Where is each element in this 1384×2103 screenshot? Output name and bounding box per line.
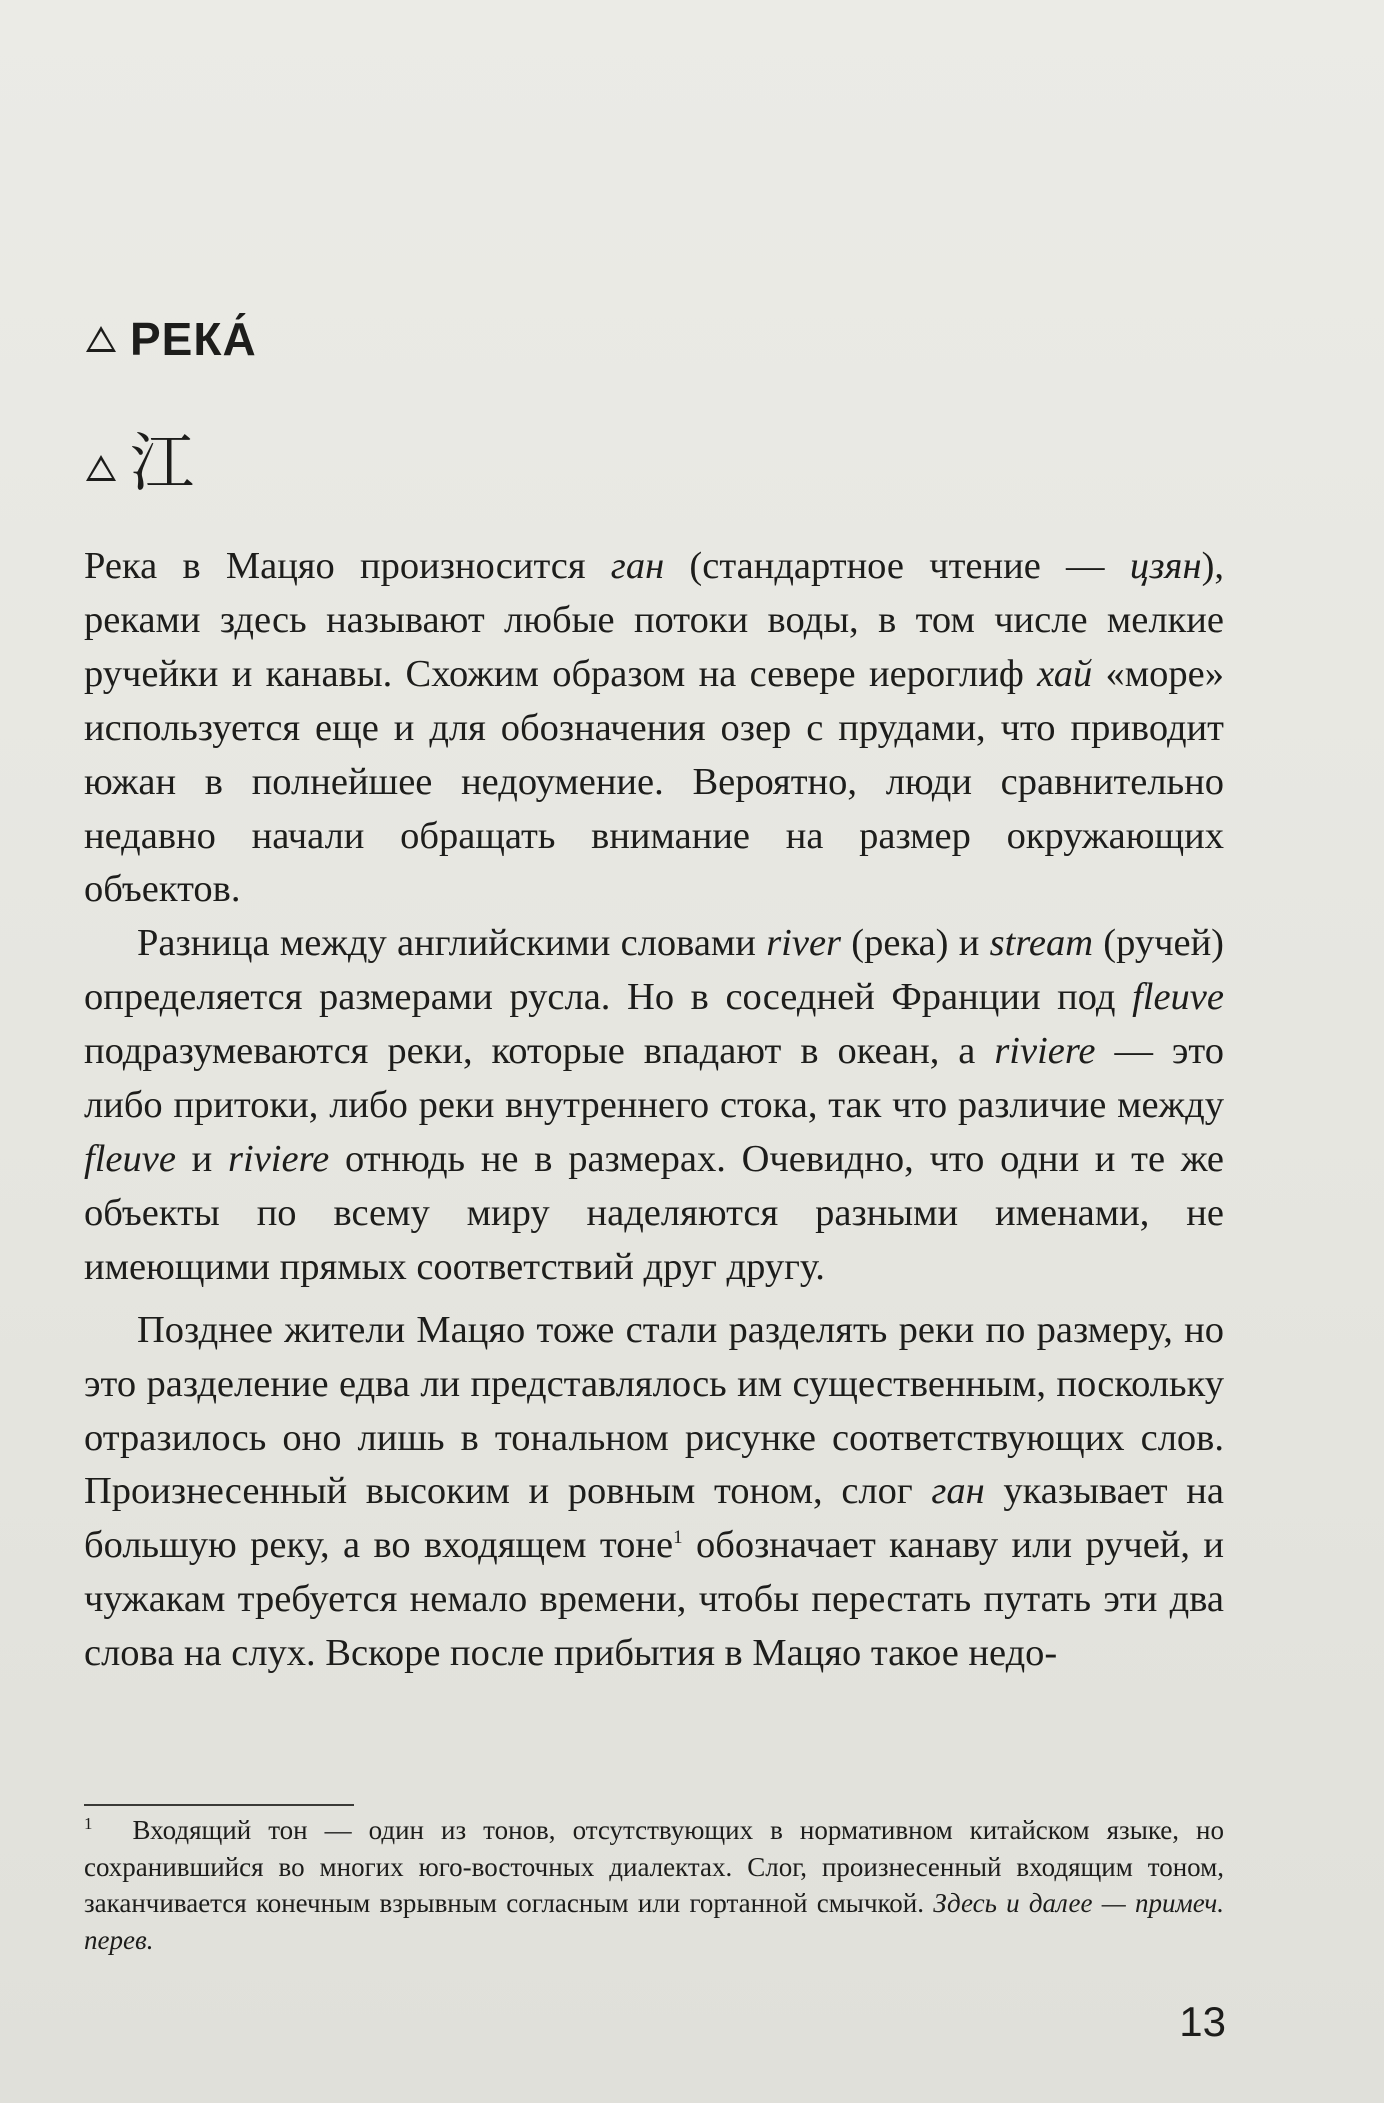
footnote-divider xyxy=(84,1804,354,1806)
paragraph-2: Разница между английскими словами river (река) и stream (ручей) определяется размерами русла. Но в соседней Франции под fleuve подразумеваются реки, которые впадают в океан, а riviere — это либо притоки, либо реки внутреннего стока, так что различие между fleuve и riviere отнюдь не в размерах. Очевидно, что одни и те же объекты по всему миру наделяются разными именами, не имеющими прямых соответствий друг другу. xyxy=(84,922,1225,1288)
page-number: 13 xyxy=(1179,1998,1226,2045)
paragraph-1: Река в Мацяо произносится ган (стандартное чтение — цзян), реками здесь называют любые потоки воды, в том числе мелкие ручейки и канавы. Схожим образом на севере иероглиф хай «море» используется еще и для обозначения озер с прудами, что приводит южан в полнейшее недоумение. Вероятно, люди сравнительно недавно начали обращать внимание на размер окружающих объектов. xyxy=(84,545,1225,911)
chinese-character: 江 xyxy=(130,427,194,501)
footnote xyxy=(84,1812,1224,1958)
triangle-icon xyxy=(86,455,116,481)
footnote-reference: 1 xyxy=(673,1527,683,1549)
footnote-mark: 1 xyxy=(84,1814,93,1833)
footnote-text: Входящий тон — один из тонов, отсутствующих в нормативном китайском языке, но сохранившийся во многих юго-восточных диалектах. Слог, произнесенный входящим тоном, заканчивается конечным взрывным согласным или гортанной смычкой. xyxy=(84,1815,1224,1918)
section-title xyxy=(86,312,257,366)
body-text xyxy=(84,540,1224,1681)
footnote-note: Здесь и далее — примеч. перев. xyxy=(84,1888,1224,1955)
paragraph-3: Позднее жители Мацяо тоже стали разделять реки по размеру, но это разделение едва ли представлялось им существенным, поскольку отразилось оно лишь в тональном рисунке соответствующих слов. Произнесенный высоким и ровным тоном, слог ган указывает на большую реку, а во входящем тоне$^1$ обозначает канаву или ручей, и чужакам требуется немало времени, чтобы перестать путать эти два слова на слух. Вскоре после прибытия в Мацяо такое недо- xyxy=(84,1308,1224,1675)
section-character xyxy=(86,412,194,504)
section-title-text: РЕКА́ xyxy=(130,313,257,365)
triangle-icon xyxy=(86,326,116,352)
